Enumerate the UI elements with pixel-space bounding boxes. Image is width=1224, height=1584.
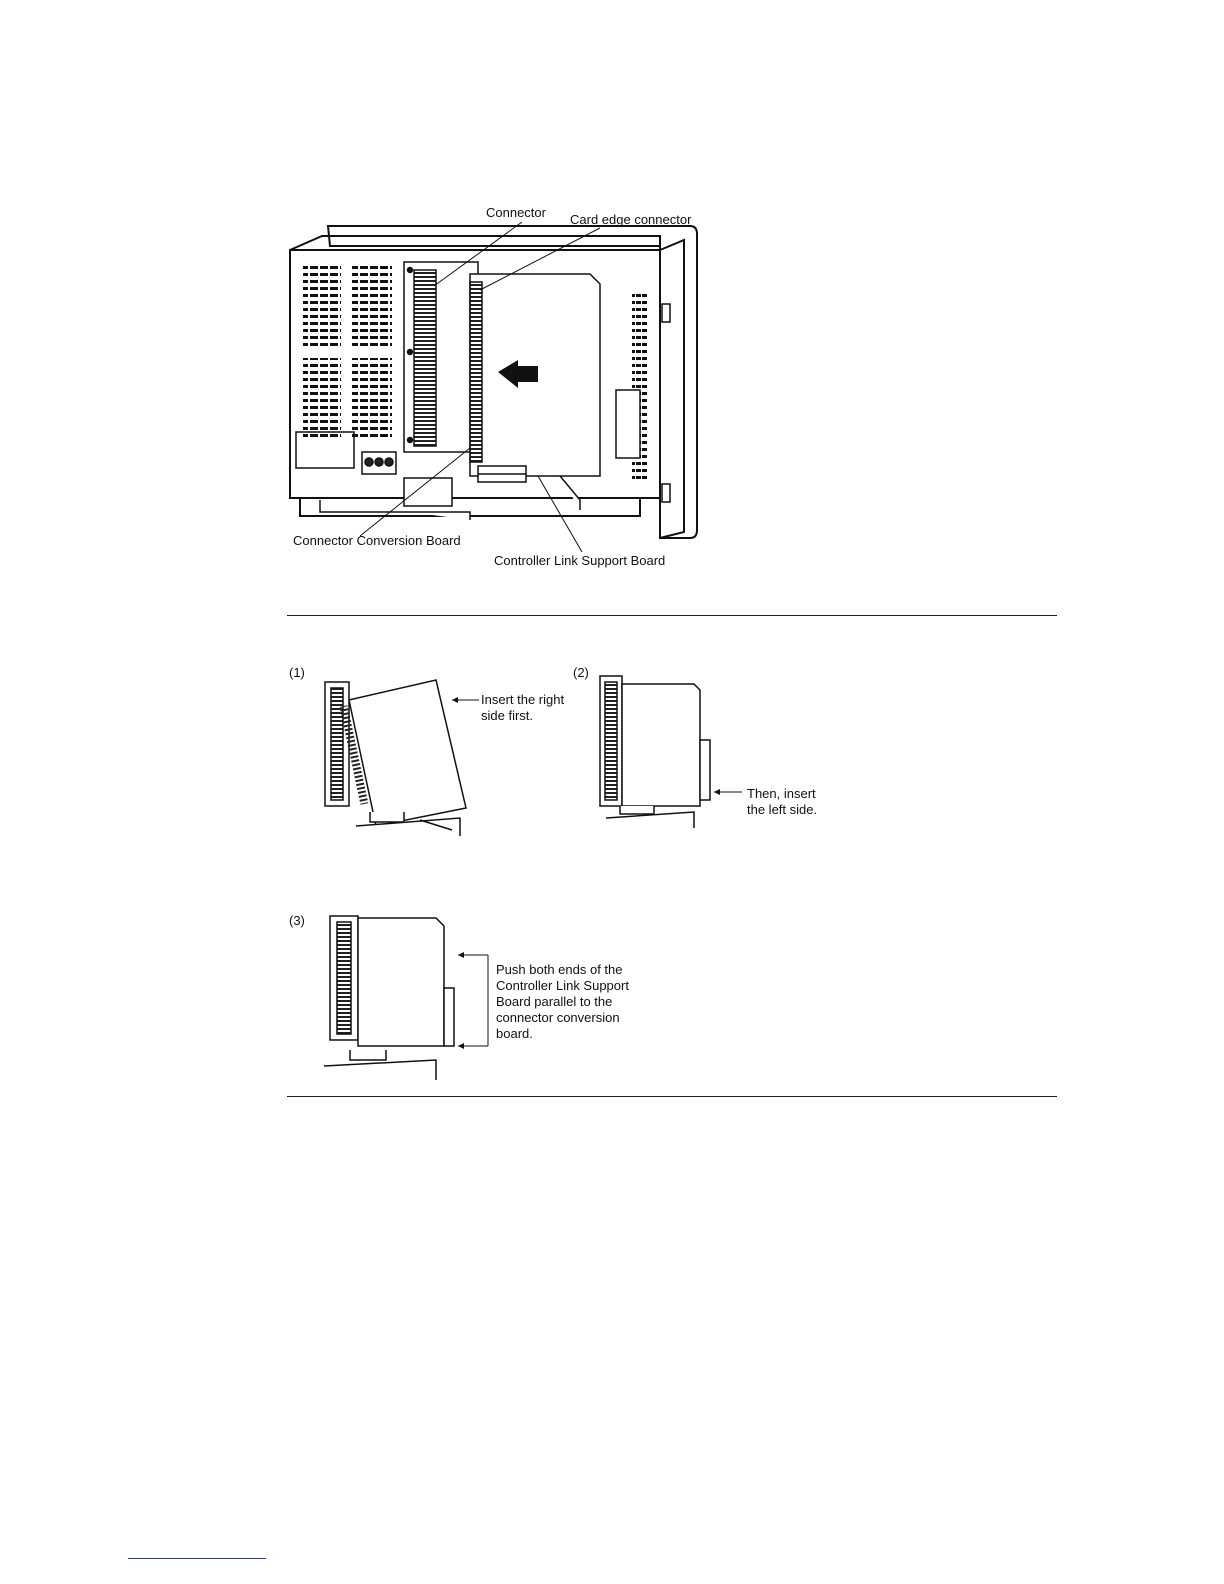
step-3-number: (3)	[289, 913, 305, 928]
step-1-illustration	[325, 680, 466, 836]
label-connector: Connector	[486, 205, 546, 220]
step-3-illustration	[324, 916, 454, 1080]
footer-rule	[128, 1558, 266, 1559]
step-3-bracket-arrow	[458, 955, 488, 1046]
step-2-number: (2)	[573, 665, 589, 680]
step-1-note: Insert the right side first.	[481, 692, 565, 723]
step-1-number: (1)	[289, 665, 305, 680]
step-3-note: Push both ends of the Controller Link Support Board parallel to the connector conversion board.	[496, 962, 629, 1041]
step-2-illustration	[600, 676, 710, 828]
label-controller-link-support-board: Controller Link Support Board	[494, 553, 666, 568]
label-card-edge-connector: Card edge connector	[570, 212, 692, 227]
step-2-note: Then, insert the left side.	[747, 786, 818, 817]
label-connector-conversion-board: Connector Conversion Board	[293, 533, 461, 548]
section-rule-bottom	[287, 1096, 1057, 1097]
